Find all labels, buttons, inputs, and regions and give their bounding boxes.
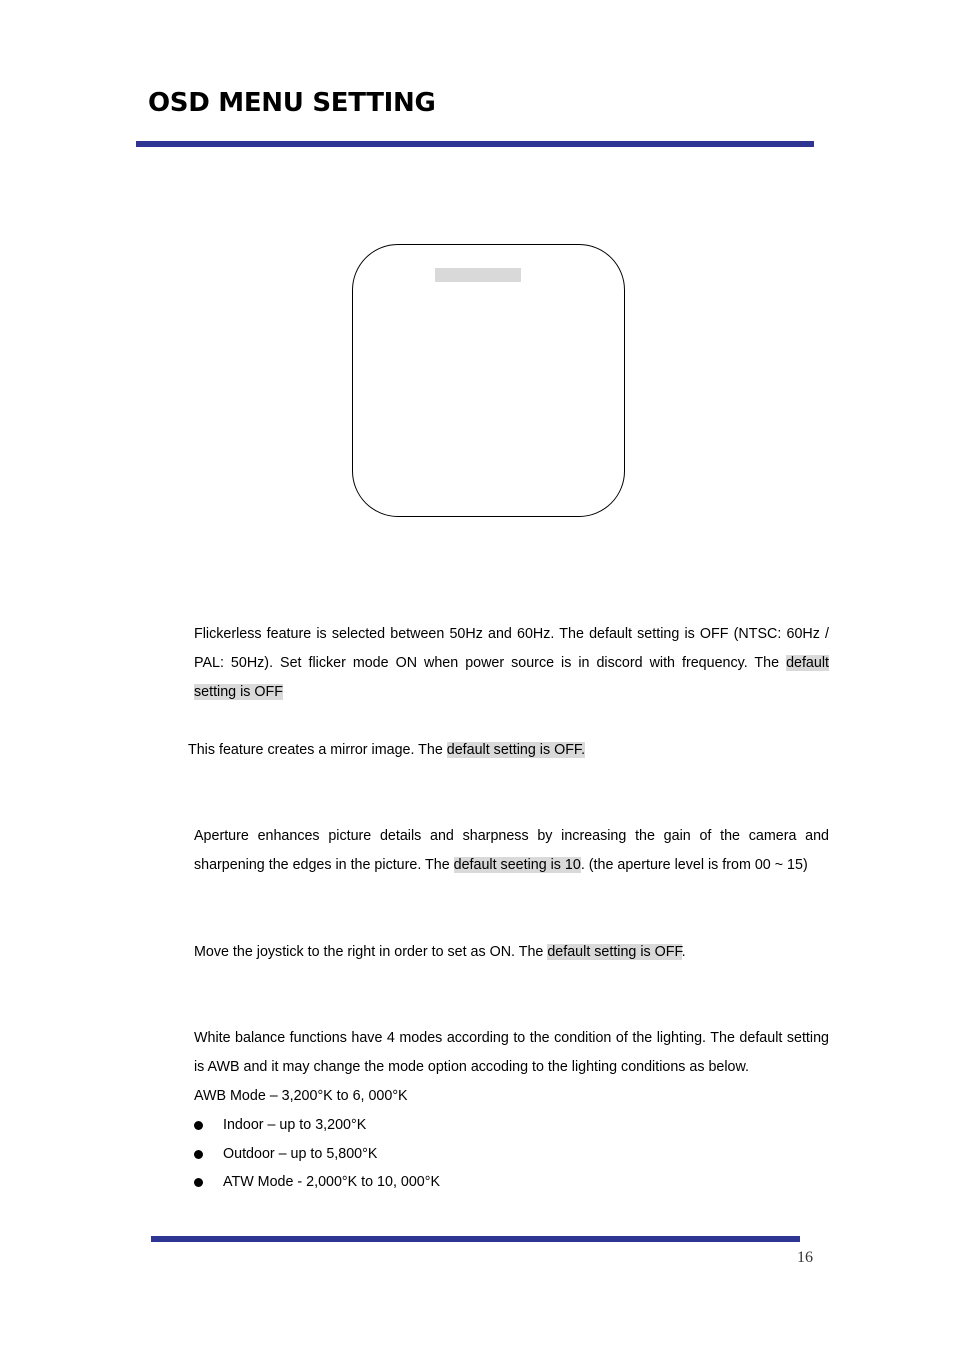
- flickerless-line-2: [194, 649, 829, 678]
- wb-line-3: AWB Mode – 3,200°K to 6, 000°K: [194, 1088, 408, 1104]
- wb-line-1: White balance functions have 4 modes according to the condition of the lighting. The default setting: [194, 1030, 829, 1046]
- flickerless-paragraph: [194, 620, 829, 707]
- mirror-default-highlight: default setting is OFF.: [446, 742, 586, 758]
- flickerless-line-1: Flickerless feature is selected between 50Hz and 60Hz. The default setting is OFF (NTSC: 60Hz /: [194, 626, 829, 642]
- flickerless-default-highlight-cont: setting is OFF: [194, 684, 283, 700]
- wb-line-2: is AWB and it may change the mode option accoding to the lighting conditions as below.: [194, 1059, 750, 1075]
- joystick-paragraph: [194, 938, 829, 967]
- list-item: [194, 1140, 440, 1169]
- flickerless-line-3: [194, 678, 829, 707]
- bullet-icon: [194, 1178, 203, 1187]
- list-item: [194, 1111, 440, 1140]
- page-title: OSD MENU SETTING: [148, 88, 436, 118]
- bullet-icon: [194, 1150, 203, 1159]
- aperture-default-highlight: default seeting is 10: [453, 857, 581, 873]
- bullet-icon: [194, 1121, 203, 1130]
- list-item-text: ATW Mode - 2,000°K to 10, 000°K: [223, 1174, 440, 1191]
- aperture-line-2-post: . (the aperture level is from 00 ~ 15): [580, 857, 808, 873]
- flickerless-line-2-text: PAL: 50Hz). Set flicker mode ON when power source is in discord with frequency. The: [194, 655, 787, 671]
- mirror-line: [188, 736, 823, 765]
- header-rule: [136, 141, 814, 147]
- aperture-line-2-pre: sharpening the edges in the picture. The: [194, 857, 454, 873]
- flickerless-default-highlight: default: [786, 655, 829, 671]
- joystick-line: [194, 938, 829, 967]
- aperture-paragraph: [194, 822, 829, 880]
- list-item: [194, 1168, 440, 1197]
- white-balance-paragraph: [194, 1024, 829, 1111]
- footer-rule: [151, 1236, 800, 1242]
- joystick-text-end: .: [681, 944, 686, 960]
- wb-mode-list: [194, 1111, 440, 1197]
- osd-menu-highlight: [435, 268, 521, 282]
- mirror-text: This feature creates a mirror image. The: [188, 742, 447, 758]
- osd-screen-frame: [352, 244, 625, 517]
- aperture-line-1: Aperture enhances picture details and sharpness by increasing the gain of the camera and: [194, 828, 829, 844]
- page-number: 16: [797, 1249, 813, 1266]
- joystick-default-highlight: default setting is OFF: [547, 944, 682, 960]
- list-item-text: Indoor – up to 3,200°K: [223, 1117, 367, 1133]
- mirror-paragraph: [188, 736, 823, 765]
- list-item-text: Outdoor – up to 5,800°K: [223, 1145, 378, 1162]
- aperture-line-2: [194, 851, 829, 880]
- joystick-text: Move the joystick to the right in order to set as ON. The: [194, 944, 548, 960]
